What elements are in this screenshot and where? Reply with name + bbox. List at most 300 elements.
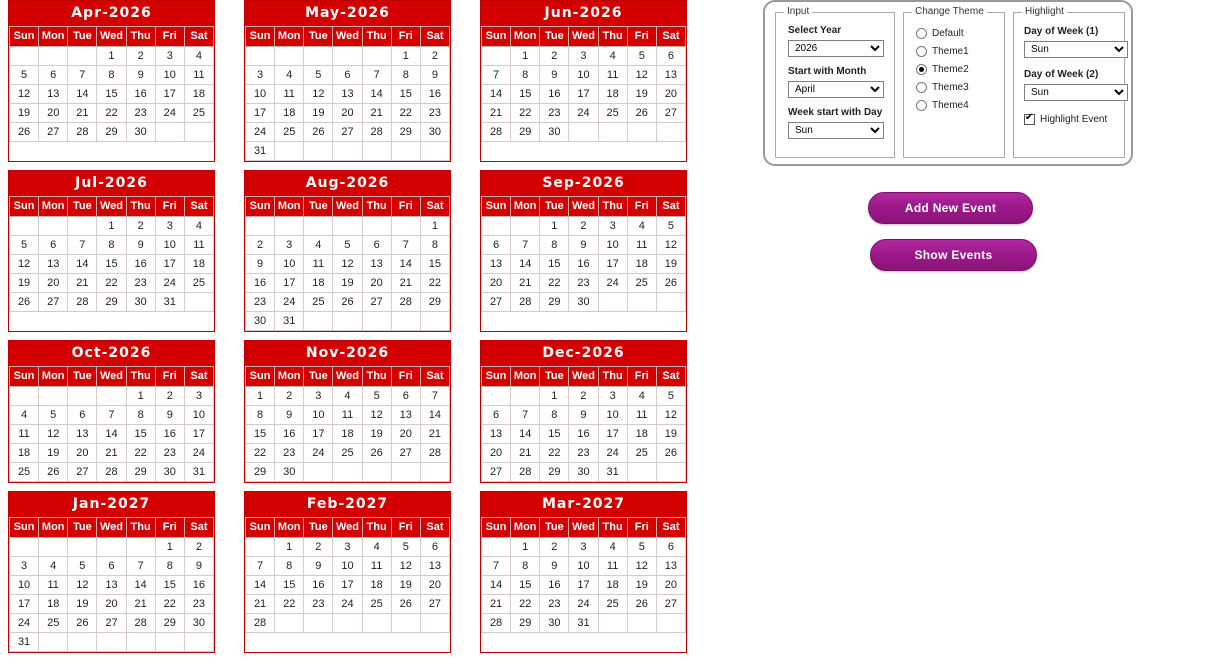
day-cell[interactable]: 28 <box>482 123 511 142</box>
day-cell[interactable]: 25 <box>627 444 656 463</box>
day-of-week-2-dropdown[interactable] <box>1024 84 1128 101</box>
day-cell[interactable]: 19 <box>68 595 97 614</box>
day-cell[interactable]: 5 <box>627 538 656 557</box>
radio-icon[interactable] <box>916 64 927 75</box>
day-cell[interactable]: 29 <box>97 123 126 142</box>
day-cell[interactable]: 22 <box>511 595 540 614</box>
day-cell[interactable]: 25 <box>333 444 362 463</box>
day-cell[interactable]: 6 <box>656 538 685 557</box>
day-cell[interactable]: 6 <box>656 47 685 66</box>
day-cell[interactable]: 30 <box>275 463 304 482</box>
day-cell[interactable]: 30 <box>126 123 155 142</box>
day-cell[interactable]: 24 <box>155 274 184 293</box>
day-cell[interactable]: 8 <box>391 66 420 85</box>
day-cell[interactable]: 22 <box>540 444 569 463</box>
day-cell[interactable]: 13 <box>482 425 511 444</box>
day-cell[interactable]: 22 <box>540 274 569 293</box>
day-cell[interactable]: 21 <box>126 595 155 614</box>
day-cell[interactable]: 8 <box>275 557 304 576</box>
day-cell[interactable]: 4 <box>598 538 627 557</box>
day-cell[interactable]: 12 <box>627 557 656 576</box>
day-cell[interactable]: 16 <box>275 425 304 444</box>
day-cell[interactable]: 28 <box>68 293 97 312</box>
day-cell[interactable]: 10 <box>598 236 627 255</box>
day-cell[interactable]: 18 <box>333 425 362 444</box>
day-cell[interactable]: 7 <box>68 236 97 255</box>
day-cell[interactable]: 20 <box>391 425 420 444</box>
day-cell[interactable]: 2 <box>155 387 184 406</box>
day-cell[interactable]: 25 <box>304 293 333 312</box>
day-cell[interactable]: 8 <box>126 406 155 425</box>
day-cell[interactable]: 19 <box>333 274 362 293</box>
day-cell[interactable]: 31 <box>598 463 627 482</box>
day-cell[interactable]: 24 <box>598 444 627 463</box>
day-cell[interactable]: 5 <box>391 538 420 557</box>
day-cell[interactable]: 21 <box>246 595 275 614</box>
day-cell[interactable]: 19 <box>656 425 685 444</box>
day-cell[interactable]: 24 <box>598 274 627 293</box>
day-cell[interactable]: 21 <box>391 274 420 293</box>
day-cell[interactable]: 28 <box>362 123 391 142</box>
day-cell[interactable]: 16 <box>569 425 598 444</box>
day-cell[interactable]: 12 <box>333 255 362 274</box>
day-cell[interactable]: 25 <box>184 104 213 123</box>
day-cell[interactable]: 10 <box>184 406 213 425</box>
day-cell[interactable]: 11 <box>184 236 213 255</box>
day-cell[interactable]: 12 <box>10 255 39 274</box>
day-cell[interactable]: 19 <box>656 255 685 274</box>
day-cell[interactable]: 19 <box>39 444 68 463</box>
day-cell[interactable]: 9 <box>275 406 304 425</box>
day-cell[interactable]: 14 <box>246 576 275 595</box>
day-cell[interactable]: 14 <box>68 255 97 274</box>
day-cell[interactable]: 2 <box>275 387 304 406</box>
day-cell[interactable]: 6 <box>39 66 68 85</box>
day-cell[interactable]: 21 <box>68 274 97 293</box>
day-cell[interactable]: 28 <box>126 614 155 633</box>
day-cell[interactable]: 15 <box>155 576 184 595</box>
day-cell[interactable]: 16 <box>155 425 184 444</box>
day-cell[interactable]: 16 <box>126 85 155 104</box>
day-cell[interactable]: 21 <box>511 444 540 463</box>
day-cell[interactable]: 4 <box>598 47 627 66</box>
day-cell[interactable]: 20 <box>68 444 97 463</box>
day-cell[interactable]: 30 <box>126 293 155 312</box>
day-cell[interactable]: 27 <box>333 123 362 142</box>
day-cell[interactable]: 15 <box>540 255 569 274</box>
day-cell[interactable]: 7 <box>511 236 540 255</box>
day-cell[interactable]: 4 <box>627 387 656 406</box>
theme-radio-theme1[interactable] <box>916 46 1004 57</box>
day-cell[interactable]: 20 <box>656 576 685 595</box>
day-cell[interactable]: 25 <box>10 463 39 482</box>
day-of-week-1-dropdown[interactable] <box>1024 41 1128 58</box>
day-cell[interactable]: 24 <box>184 444 213 463</box>
day-cell[interactable]: 2 <box>540 47 569 66</box>
day-cell[interactable]: 19 <box>362 425 391 444</box>
day-cell[interactable]: 13 <box>39 85 68 104</box>
day-cell[interactable]: 27 <box>656 104 685 123</box>
day-cell[interactable]: 2 <box>184 538 213 557</box>
day-cell[interactable]: 17 <box>598 425 627 444</box>
day-cell[interactable]: 3 <box>184 387 213 406</box>
day-cell[interactable]: 18 <box>304 274 333 293</box>
day-cell[interactable]: 2 <box>569 387 598 406</box>
day-cell[interactable]: 23 <box>155 444 184 463</box>
day-cell[interactable]: 27 <box>97 614 126 633</box>
day-cell[interactable]: 19 <box>627 576 656 595</box>
day-cell[interactable]: 26 <box>627 595 656 614</box>
day-cell[interactable]: 5 <box>68 557 97 576</box>
day-cell[interactable]: 28 <box>511 293 540 312</box>
day-cell[interactable]: 25 <box>598 104 627 123</box>
day-cell[interactable]: 2 <box>304 538 333 557</box>
radio-icon[interactable] <box>916 82 927 93</box>
radio-icon[interactable] <box>916 28 927 39</box>
day-cell[interactable]: 21 <box>482 104 511 123</box>
day-cell[interactable]: 18 <box>598 576 627 595</box>
day-cell[interactable]: 1 <box>155 538 184 557</box>
day-cell[interactable]: 1 <box>391 47 420 66</box>
day-cell[interactable]: 15 <box>420 255 449 274</box>
day-cell[interactable]: 10 <box>155 66 184 85</box>
day-cell[interactable]: 8 <box>97 236 126 255</box>
day-cell[interactable]: 12 <box>627 66 656 85</box>
day-cell[interactable]: 13 <box>482 255 511 274</box>
day-cell[interactable]: 3 <box>10 557 39 576</box>
day-cell[interactable]: 1 <box>511 47 540 66</box>
day-cell[interactable]: 7 <box>391 236 420 255</box>
day-cell[interactable]: 18 <box>10 444 39 463</box>
day-cell[interactable]: 1 <box>420 217 449 236</box>
day-cell[interactable]: 14 <box>68 85 97 104</box>
day-cell[interactable]: 21 <box>420 425 449 444</box>
day-cell[interactable]: 4 <box>39 557 68 576</box>
day-cell[interactable]: 31 <box>275 312 304 331</box>
day-cell[interactable]: 31 <box>569 614 598 633</box>
add-new-event-button[interactable]: Add New Event <box>868 192 1033 224</box>
day-cell[interactable]: 18 <box>184 255 213 274</box>
day-cell[interactable]: 22 <box>275 595 304 614</box>
day-cell[interactable]: 20 <box>420 576 449 595</box>
theme-radio-theme2[interactable] <box>916 64 1004 75</box>
day-cell[interactable]: 25 <box>627 274 656 293</box>
theme-radio-default[interactable] <box>916 28 1004 39</box>
day-cell[interactable]: 3 <box>246 66 275 85</box>
day-cell[interactable]: 12 <box>656 406 685 425</box>
day-cell[interactable]: 6 <box>391 387 420 406</box>
day-cell[interactable]: 10 <box>569 557 598 576</box>
day-cell[interactable]: 26 <box>10 123 39 142</box>
day-cell[interactable]: 5 <box>333 236 362 255</box>
day-cell[interactable]: 6 <box>482 236 511 255</box>
day-cell[interactable]: 12 <box>68 576 97 595</box>
day-cell[interactable]: 11 <box>184 66 213 85</box>
day-cell[interactable]: 16 <box>569 255 598 274</box>
day-cell[interactable]: 20 <box>39 104 68 123</box>
day-cell[interactable]: 16 <box>184 576 213 595</box>
day-cell[interactable]: 12 <box>656 236 685 255</box>
day-cell[interactable]: 3 <box>598 217 627 236</box>
day-cell[interactable]: 9 <box>540 557 569 576</box>
day-cell[interactable]: 9 <box>155 406 184 425</box>
day-cell[interactable]: 13 <box>656 557 685 576</box>
day-cell[interactable]: 28 <box>420 444 449 463</box>
day-cell[interactable]: 21 <box>482 595 511 614</box>
day-cell[interactable]: 13 <box>333 85 362 104</box>
day-cell[interactable]: 29 <box>97 293 126 312</box>
day-cell[interactable]: 23 <box>126 104 155 123</box>
day-cell[interactable]: 13 <box>68 425 97 444</box>
day-cell[interactable]: 23 <box>569 274 598 293</box>
day-cell[interactable]: 17 <box>275 274 304 293</box>
day-cell[interactable]: 14 <box>511 425 540 444</box>
day-cell[interactable]: 2 <box>569 217 598 236</box>
day-cell[interactable]: 13 <box>656 66 685 85</box>
day-cell[interactable]: 22 <box>97 274 126 293</box>
day-cell[interactable]: 9 <box>304 557 333 576</box>
day-cell[interactable]: 4 <box>304 236 333 255</box>
day-cell[interactable]: 3 <box>333 538 362 557</box>
day-cell[interactable]: 19 <box>10 274 39 293</box>
day-cell[interactable]: 31 <box>155 293 184 312</box>
day-cell[interactable]: 15 <box>246 425 275 444</box>
day-cell[interactable]: 12 <box>304 85 333 104</box>
day-cell[interactable]: 15 <box>97 85 126 104</box>
day-cell[interactable]: 8 <box>155 557 184 576</box>
day-cell[interactable]: 4 <box>362 538 391 557</box>
day-cell[interactable]: 17 <box>155 255 184 274</box>
day-cell[interactable]: 17 <box>10 595 39 614</box>
day-cell[interactable]: 25 <box>39 614 68 633</box>
day-cell[interactable]: 30 <box>420 123 449 142</box>
day-cell[interactable]: 24 <box>10 614 39 633</box>
day-cell[interactable]: 26 <box>362 444 391 463</box>
day-cell[interactable]: 28 <box>482 614 511 633</box>
day-cell[interactable]: 15 <box>391 85 420 104</box>
start-month-dropdown[interactable] <box>788 81 884 98</box>
day-cell[interactable]: 4 <box>184 47 213 66</box>
day-cell[interactable]: 7 <box>126 557 155 576</box>
day-cell[interactable]: 6 <box>333 66 362 85</box>
day-cell[interactable]: 13 <box>420 557 449 576</box>
day-cell[interactable]: 27 <box>39 293 68 312</box>
day-cell[interactable]: 26 <box>10 293 39 312</box>
day-cell[interactable]: 21 <box>68 104 97 123</box>
day-cell[interactable]: 12 <box>39 425 68 444</box>
day-cell[interactable]: 15 <box>126 425 155 444</box>
day-cell[interactable]: 3 <box>569 538 598 557</box>
day-cell[interactable]: 29 <box>155 614 184 633</box>
day-cell[interactable]: 16 <box>540 85 569 104</box>
day-cell[interactable]: 2 <box>420 47 449 66</box>
day-cell[interactable]: 18 <box>627 255 656 274</box>
highlight-event-checkbox-row[interactable] <box>1024 114 1124 125</box>
day-cell[interactable]: 17 <box>184 425 213 444</box>
day-cell[interactable]: 15 <box>511 85 540 104</box>
day-cell[interactable]: 9 <box>420 66 449 85</box>
day-cell[interactable]: 29 <box>540 463 569 482</box>
day-cell[interactable]: 27 <box>68 463 97 482</box>
day-cell[interactable]: 10 <box>10 576 39 595</box>
day-cell[interactable]: 8 <box>97 66 126 85</box>
day-cell[interactable]: 20 <box>482 444 511 463</box>
day-cell[interactable]: 17 <box>569 576 598 595</box>
day-cell[interactable]: 20 <box>39 274 68 293</box>
day-cell[interactable]: 27 <box>391 444 420 463</box>
day-cell[interactable]: 11 <box>598 66 627 85</box>
day-cell[interactable]: 25 <box>362 595 391 614</box>
day-cell[interactable]: 28 <box>68 123 97 142</box>
day-cell[interactable]: 22 <box>511 104 540 123</box>
day-cell[interactable]: 10 <box>275 255 304 274</box>
day-cell[interactable]: 11 <box>362 557 391 576</box>
day-cell[interactable]: 24 <box>569 104 598 123</box>
day-cell[interactable]: 24 <box>246 123 275 142</box>
day-cell[interactable]: 15 <box>97 255 126 274</box>
day-cell[interactable]: 30 <box>569 293 598 312</box>
day-cell[interactable]: 30 <box>155 463 184 482</box>
day-cell[interactable]: 14 <box>362 85 391 104</box>
day-cell[interactable]: 3 <box>569 47 598 66</box>
day-cell[interactable]: 8 <box>246 406 275 425</box>
day-cell[interactable]: 11 <box>275 85 304 104</box>
day-cell[interactable]: 6 <box>420 538 449 557</box>
day-cell[interactable]: 28 <box>246 614 275 633</box>
day-cell[interactable]: 25 <box>598 595 627 614</box>
day-cell[interactable]: 12 <box>391 557 420 576</box>
day-cell[interactable]: 26 <box>656 274 685 293</box>
day-cell[interactable]: 31 <box>184 463 213 482</box>
day-cell[interactable]: 14 <box>126 576 155 595</box>
day-cell[interactable]: 11 <box>627 236 656 255</box>
day-cell[interactable]: 4 <box>275 66 304 85</box>
day-cell[interactable]: 1 <box>126 387 155 406</box>
day-cell[interactable]: 24 <box>304 444 333 463</box>
day-cell[interactable]: 21 <box>362 104 391 123</box>
day-cell[interactable]: 3 <box>155 47 184 66</box>
day-cell[interactable]: 23 <box>569 444 598 463</box>
day-cell[interactable]: 31 <box>246 142 275 161</box>
day-cell[interactable]: 17 <box>569 85 598 104</box>
checkbox-icon[interactable] <box>1024 114 1035 125</box>
day-cell[interactable]: 26 <box>627 104 656 123</box>
day-cell[interactable]: 19 <box>627 85 656 104</box>
day-cell[interactable]: 18 <box>627 425 656 444</box>
day-cell[interactable]: 20 <box>333 104 362 123</box>
day-cell[interactable]: 3 <box>304 387 333 406</box>
day-cell[interactable]: 18 <box>39 595 68 614</box>
day-cell[interactable]: 1 <box>246 387 275 406</box>
day-cell[interactable]: 19 <box>10 104 39 123</box>
day-cell[interactable]: 7 <box>97 406 126 425</box>
day-cell[interactable]: 5 <box>656 217 685 236</box>
day-cell[interactable]: 23 <box>184 595 213 614</box>
day-cell[interactable]: 25 <box>184 274 213 293</box>
radio-icon[interactable] <box>916 46 927 57</box>
day-cell[interactable]: 26 <box>656 444 685 463</box>
day-cell[interactable]: 11 <box>598 557 627 576</box>
day-cell[interactable]: 27 <box>482 293 511 312</box>
day-cell[interactable]: 20 <box>362 274 391 293</box>
day-cell[interactable]: 13 <box>391 406 420 425</box>
day-cell[interactable]: 29 <box>246 463 275 482</box>
day-cell[interactable]: 23 <box>246 293 275 312</box>
day-cell[interactable]: 14 <box>482 85 511 104</box>
day-cell[interactable]: 5 <box>10 66 39 85</box>
day-cell[interactable]: 28 <box>97 463 126 482</box>
day-cell[interactable]: 21 <box>97 444 126 463</box>
day-cell[interactable]: 9 <box>569 406 598 425</box>
day-cell[interactable]: 26 <box>304 123 333 142</box>
radio-icon[interactable] <box>916 100 927 111</box>
day-cell[interactable]: 26 <box>68 614 97 633</box>
day-cell[interactable]: 10 <box>304 406 333 425</box>
day-cell[interactable]: 28 <box>511 463 540 482</box>
day-cell[interactable]: 5 <box>362 387 391 406</box>
day-cell[interactable]: 3 <box>598 387 627 406</box>
day-cell[interactable]: 18 <box>362 576 391 595</box>
day-cell[interactable]: 9 <box>246 255 275 274</box>
day-cell[interactable]: 3 <box>275 236 304 255</box>
day-cell[interactable]: 24 <box>333 595 362 614</box>
day-cell[interactable]: 10 <box>155 236 184 255</box>
day-cell[interactable]: 9 <box>569 236 598 255</box>
day-cell[interactable]: 4 <box>184 217 213 236</box>
day-cell[interactable]: 19 <box>304 104 333 123</box>
day-cell[interactable]: 22 <box>391 104 420 123</box>
day-cell[interactable]: 29 <box>420 293 449 312</box>
day-cell[interactable]: 28 <box>391 293 420 312</box>
theme-radio-theme4[interactable] <box>916 100 1004 111</box>
day-cell[interactable]: 13 <box>97 576 126 595</box>
day-cell[interactable]: 27 <box>656 595 685 614</box>
day-cell[interactable]: 22 <box>246 444 275 463</box>
day-cell[interactable]: 24 <box>275 293 304 312</box>
day-cell[interactable]: 22 <box>126 444 155 463</box>
day-cell[interactable]: 22 <box>420 274 449 293</box>
day-cell[interactable]: 29 <box>511 614 540 633</box>
show-events-button[interactable]: Show Events <box>870 239 1037 271</box>
day-cell[interactable]: 17 <box>333 576 362 595</box>
day-cell[interactable]: 1 <box>540 217 569 236</box>
day-cell[interactable]: 8 <box>511 66 540 85</box>
day-cell[interactable]: 5 <box>39 406 68 425</box>
day-cell[interactable]: 10 <box>246 85 275 104</box>
day-cell[interactable]: 29 <box>511 123 540 142</box>
day-cell[interactable]: 27 <box>420 595 449 614</box>
day-cell[interactable]: 7 <box>511 406 540 425</box>
day-cell[interactable]: 30 <box>184 614 213 633</box>
day-cell[interactable]: 27 <box>482 463 511 482</box>
day-cell[interactable]: 16 <box>246 274 275 293</box>
day-cell[interactable]: 10 <box>598 406 627 425</box>
day-cell[interactable]: 8 <box>540 406 569 425</box>
day-cell[interactable]: 17 <box>304 425 333 444</box>
day-cell[interactable]: 20 <box>656 85 685 104</box>
day-cell[interactable]: 10 <box>569 66 598 85</box>
day-cell[interactable]: 14 <box>511 255 540 274</box>
day-cell[interactable]: 8 <box>511 557 540 576</box>
day-cell[interactable]: 20 <box>482 274 511 293</box>
day-cell[interactable]: 6 <box>39 236 68 255</box>
day-cell[interactable]: 12 <box>10 85 39 104</box>
day-cell[interactable]: 31 <box>10 633 39 652</box>
day-cell[interactable]: 16 <box>304 576 333 595</box>
day-cell[interactable]: 16 <box>420 85 449 104</box>
day-cell[interactable]: 11 <box>10 425 39 444</box>
day-cell[interactable]: 7 <box>482 66 511 85</box>
